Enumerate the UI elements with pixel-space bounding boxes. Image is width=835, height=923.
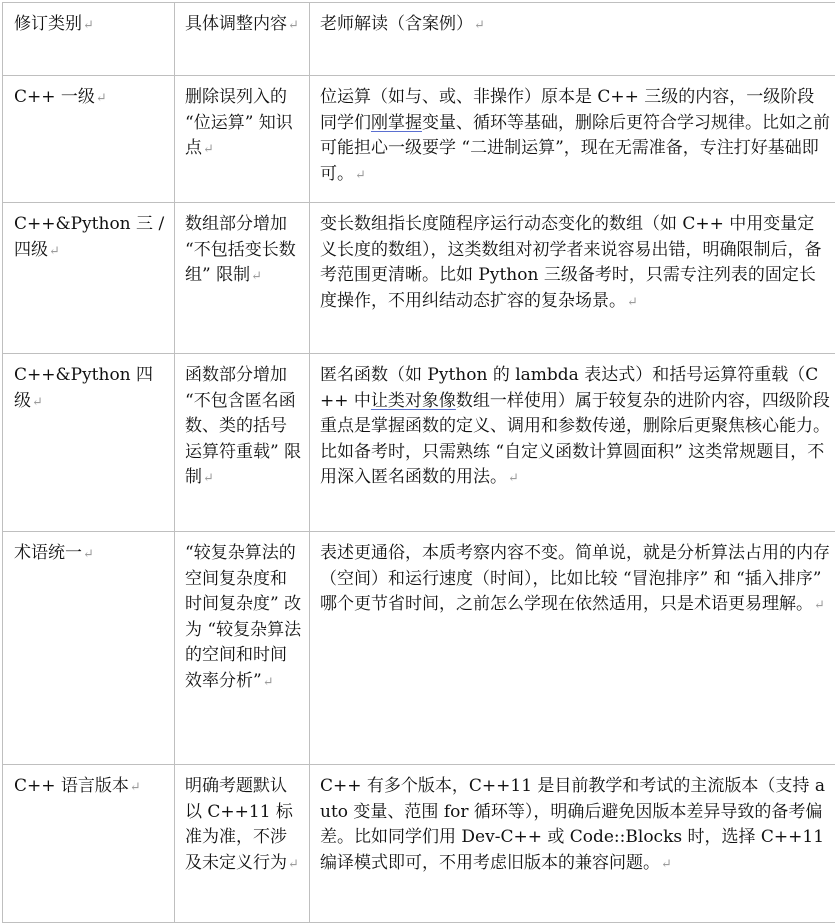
cell-change: 函数部分增加 “不包含匿名函数、类的括号运算符重载” 限制↵ [175, 354, 310, 532]
table-row [3, 203, 835, 354]
cell-category: C++ 语言版本↵ [3, 765, 175, 923]
header-change: 具体调整内容↵ [175, 3, 310, 76]
cell-explanation: 匿名函数（如 Python 的 lambda 表达式）和括号运算符重载（C++ 中让类对象像数组一样使用）属于较复杂的进阶内容，四级阶段重点是掌握函数的定义、调用和参数传递，删除后更聚焦核心能力。比如备考时，只需熟练 “自定义函数计算圆面积” 这类常规题目，不用深入匿名函数的用法。↵ [310, 354, 835, 532]
underlined-text: 刚掌握 [371, 113, 422, 133]
cell-category: C++&Python 四级↵ [3, 354, 175, 532]
cell-change: 明确考题默认以 C++11 标准为准，不涉及未定义行为↵ [175, 765, 310, 923]
table-row [3, 765, 835, 923]
header-category: 修订类别↵ [3, 3, 175, 76]
header-explanation: 老师解读（含案例）↵ [310, 3, 835, 76]
cell-explanation: C++ 有多个版本，C++11 是目前教学和考试的主流版本（支持 auto 变量、范围 for 循环等），明确后避免因版本差异导致的备考偏差。比如同学们用 Dev-C++ 或 Code::Blocks 时，选择 C++11 编译模式即可，不用考虑旧版本的兼容问题。↵ [310, 765, 835, 923]
table-row [3, 354, 835, 532]
table-header-row [3, 3, 835, 76]
cell-explanation: 变长数组指长度随程序运行动态变化的数组（如 C++ 中用变量定义长度的数组），这类数组对初学者来说容易出错，明确限制后，备考范围更清晰。比如 Python 三级备考时，只需专注列表的固定长度操作，不用纠结动态扩容的复杂场景。↵ [310, 203, 835, 354]
cell-category: C++ 一级↵ [3, 76, 175, 203]
cell-change: 删除误列入的 “位运算” 知识点↵ [175, 76, 310, 203]
cell-category: C++&Python 三 / 四级↵ [3, 203, 175, 354]
cell-explanation: 位运算（如与、或、非操作）原本是 C++ 三级的内容，一级阶段同学们刚掌握变量、循环等基础，删除后更符合学习规律。比如之前可能担心一级要学 “二进制运算”，现在无需准备，专注打好基础即可。↵ [310, 76, 835, 203]
table-row [3, 532, 835, 765]
cell-change: 数组部分增加 “不包括变长数组” 限制↵ [175, 203, 310, 354]
cell-change: “较复杂算法的空间复杂度和时间复杂度” 改为 “较复杂算法的空间和时间效率分析”↵ [175, 532, 310, 765]
cell-category: 术语统一↵ [3, 532, 175, 765]
cell-explanation: 表述更通俗，本质考察内容不变。简单说，就是分析算法占用的内存（空间）和运行速度（时间），比如比较 “冒泡排序” 和 “插入排序” 哪个更节省时间，之前怎么学现在依然适用，只是术语更易理解。↵ [310, 532, 835, 765]
table-row [3, 76, 835, 203]
underlined-text: 让类对象像 [371, 391, 456, 411]
revision-table [2, 2, 835, 923]
